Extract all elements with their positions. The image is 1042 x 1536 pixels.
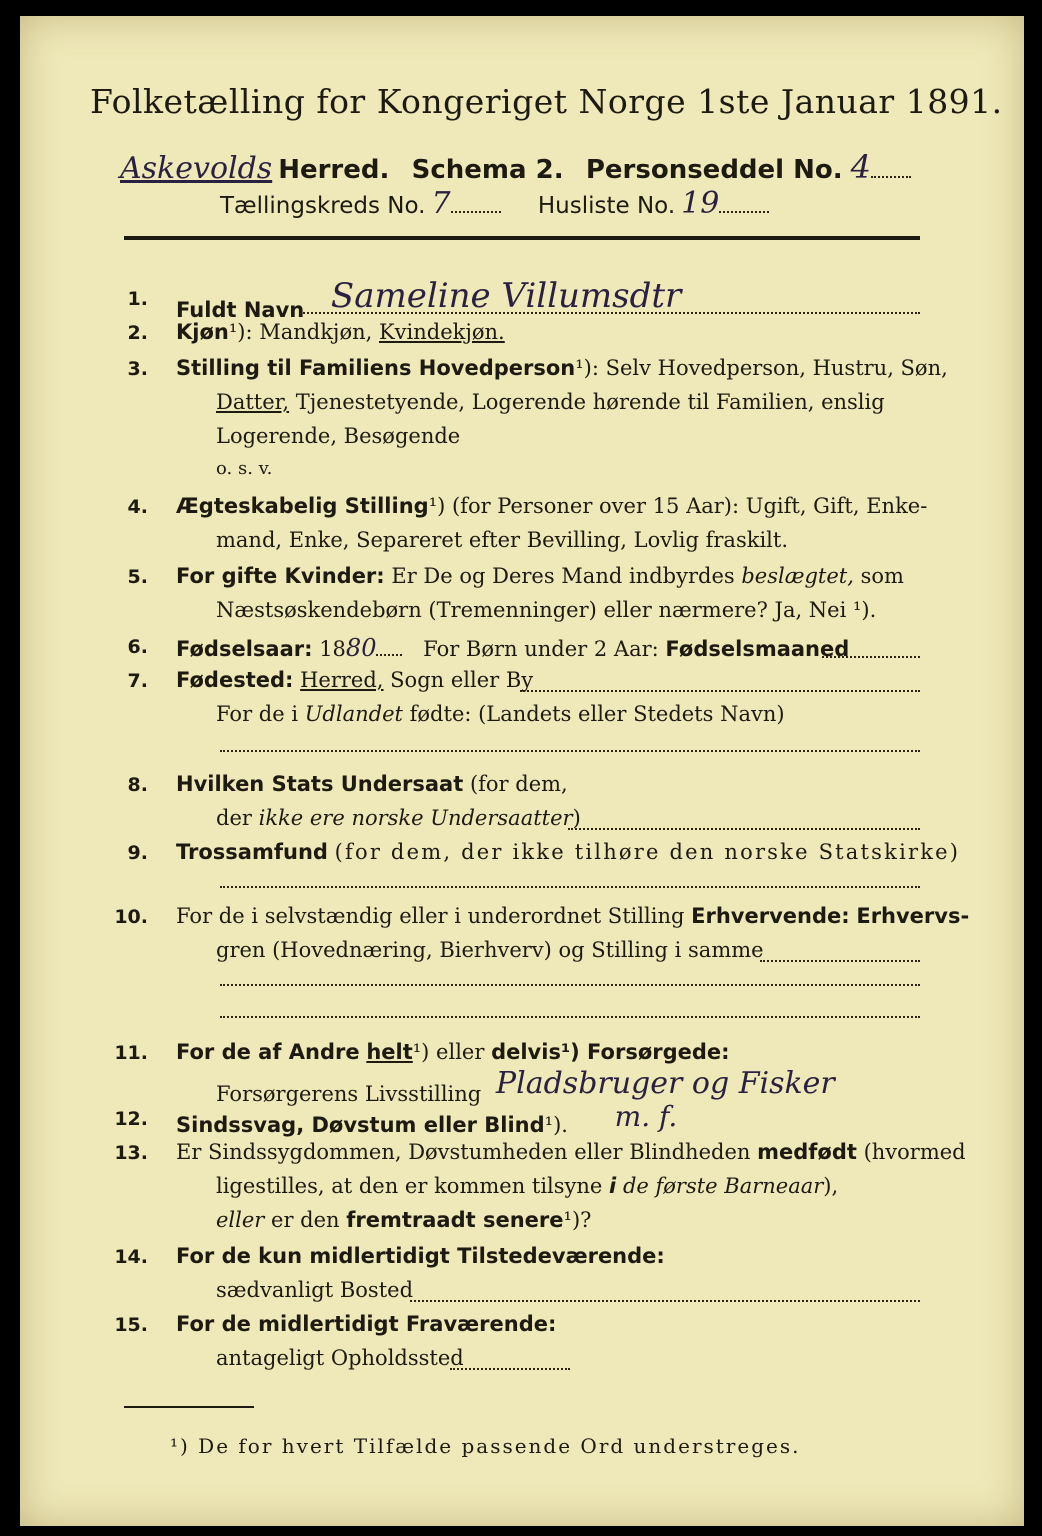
q8-text2-italic: ikke ere norske Undersaatter xyxy=(258,806,573,830)
q11-mid: ¹) eller xyxy=(412,1040,485,1064)
q4-row xyxy=(176,494,927,518)
q1-label: Fuldt Navn xyxy=(176,298,305,322)
schema-label: Schema 2. xyxy=(411,155,564,185)
q11-answer: Pladsbruger og Fisker xyxy=(495,1066,835,1101)
q10-text2: gren (Hovednæring, Bierhverv) og Stilling i samme xyxy=(216,938,764,962)
q3-number: 3. xyxy=(127,358,148,380)
q3-text3: Logerende, Besøgende xyxy=(216,424,461,448)
kreds-no: 7 xyxy=(431,186,451,221)
personseddel-label: Personseddel No. xyxy=(585,155,843,185)
q15-label: For de midlertidigt Fraværende: xyxy=(176,1312,557,1336)
herred-label: Herred. xyxy=(278,155,390,185)
q11-label: For de af Andre xyxy=(176,1040,360,1064)
q12-number: 12. xyxy=(114,1108,148,1130)
q10-text: For de i selvstændig eller i underordnet Stilling xyxy=(176,904,685,928)
q13-text3-end: ¹)? xyxy=(563,1208,592,1232)
q6-number: 6. xyxy=(127,636,148,658)
q10-number: 10. xyxy=(114,906,148,928)
q15-row xyxy=(176,1312,556,1336)
q5-number: 5. xyxy=(127,566,148,588)
q6-label2: Fødselsmaaned xyxy=(665,637,850,661)
q14-label: For de kun midlertidigt Tilstedeværende: xyxy=(176,1244,665,1268)
q13-row xyxy=(176,1140,966,1164)
q5-label: For gifte Kvinder: xyxy=(176,564,385,588)
q4-text1: ¹) (for Personer over 15 Aar): Ugift, Gift, Enke- xyxy=(428,494,928,518)
q13-text1: Er Sindssygdommen, Døvstumheden eller Blindheden xyxy=(176,1140,751,1164)
q14-number: 14. xyxy=(114,1246,148,1268)
q2-selected: Kvindekjøn. xyxy=(378,320,505,344)
q2-number: 2. xyxy=(127,322,148,344)
q13-text3: er den xyxy=(271,1208,340,1232)
q6-text: For Børn under 2 Aar: xyxy=(423,637,659,661)
q7-number: 7. xyxy=(127,670,148,692)
husliste-label: Husliste No. xyxy=(537,193,676,219)
header-rule xyxy=(124,236,920,240)
footnote-rule xyxy=(124,1406,254,1408)
q14-text2: sædvanligt Bosted xyxy=(216,1278,414,1302)
q13-text2-it1: i xyxy=(609,1174,617,1198)
q7-label: Fødested: xyxy=(176,668,294,692)
q13-text2-it2: de første Barneaar xyxy=(622,1174,824,1198)
q11-end: ¹) Forsørgede: xyxy=(560,1040,730,1064)
personseddel-no: 4 xyxy=(850,148,871,186)
q5-text2: Næstsøskendebørn (Tremenninger) eller nærmere? Ja, Nei ¹). xyxy=(216,598,877,622)
header-kreds-line xyxy=(220,186,769,221)
q8-text2a: der xyxy=(216,806,252,830)
q13-text2-end: ), xyxy=(823,1174,839,1198)
q3-text4: o. s. v. xyxy=(216,458,273,479)
q13-number: 13. xyxy=(114,1142,148,1164)
q6-label: Fødselsaar: xyxy=(176,637,313,661)
kreds-label: Tællingskreds No. xyxy=(220,193,426,219)
q3-text2: Tjenestetyende, Logerende hørende til Familien, enslig xyxy=(295,390,885,414)
q7-row xyxy=(176,668,533,692)
q4-text2: mand, Enke, Separeret efter Bevilling, Lovlig fraskilt. xyxy=(216,528,789,552)
q14-row xyxy=(176,1244,665,1268)
q7-text2b: fødte: (Landets eller Stedets Navn) xyxy=(409,702,785,726)
q2-row xyxy=(176,320,505,344)
q3-text1: ¹): Selv Hovedperson, Hustru, Søn, xyxy=(575,356,948,380)
q6-row xyxy=(176,634,849,662)
q11-row xyxy=(176,1040,730,1064)
q13-row2 xyxy=(216,1174,838,1198)
q15-number: 15. xyxy=(114,1314,148,1336)
header-herred-line xyxy=(120,148,911,186)
q9-text: (for dem, der ikke tilhøre den norske Statskirke) xyxy=(334,840,961,864)
q11-sel1: helt xyxy=(366,1040,413,1064)
q12-answer: m. f. xyxy=(614,1100,678,1133)
q3-selected: Datter, xyxy=(216,390,290,414)
q8-text2b: ) xyxy=(572,806,581,830)
q11-text2: Forsørgerens Livsstilling xyxy=(216,1082,482,1106)
q10-label: Erhvervende: xyxy=(691,904,850,928)
q13-text1-end: (hvormed xyxy=(863,1140,966,1164)
q5-row xyxy=(176,564,904,588)
q3-row2 xyxy=(216,390,885,414)
q8-number: 8. xyxy=(127,774,148,796)
q7-row2 xyxy=(216,702,785,726)
q11-sel2: delvis xyxy=(491,1040,561,1064)
q13-row3 xyxy=(216,1208,591,1232)
q9-label: Trossamfund xyxy=(176,840,328,864)
q7-text2-italic: Udlandet xyxy=(304,702,403,726)
q11-number: 11. xyxy=(114,1042,148,1064)
q5-text1-italic: beslægtet, xyxy=(741,564,854,588)
q13-text2: ligestilles, at den er kommen tilsyne xyxy=(216,1174,603,1198)
q13-text3-italic: eller xyxy=(216,1208,265,1232)
q13-label: medfødt xyxy=(757,1140,857,1164)
q3-row xyxy=(176,356,948,380)
q10-label2: Erhvervs- xyxy=(856,904,970,928)
herred-name: Askevolds xyxy=(120,151,273,186)
q10-row xyxy=(176,904,969,928)
q1-answer-name: Sameline Villumsdtr xyxy=(330,276,682,316)
q8-row2 xyxy=(216,806,581,830)
q6-year-prefix: 18 xyxy=(319,637,346,661)
q4-number: 4. xyxy=(127,496,148,518)
q8-text: (for dem, xyxy=(469,772,568,796)
q9-row xyxy=(176,840,960,864)
q12-label: Sindssvag, Døvstum eller Blind xyxy=(176,1113,545,1137)
q11-row2 xyxy=(216,1066,835,1109)
q5-text1: Er De og Deres Mand indbyrdes xyxy=(391,564,735,588)
census-form-page xyxy=(20,16,1024,1526)
q2-text: ¹): Mandkjøn, xyxy=(228,320,373,344)
q12-row xyxy=(176,1100,678,1139)
q4-label: Ægteskabelig Stilling xyxy=(176,494,429,518)
q8-label: Hvilken Stats Undersaat xyxy=(176,772,464,796)
form-title: Folketælling for Kongeriget Norge 1ste Januar 1891. xyxy=(90,82,1003,121)
q7-selected: Herred, xyxy=(300,668,384,692)
q9-number: 9. xyxy=(127,842,148,864)
husliste-no: 19 xyxy=(681,186,720,221)
q7-text: Sogn eller By xyxy=(390,668,534,692)
q6-year-hand: 80 xyxy=(345,634,377,662)
q2-label: Kjøn xyxy=(176,320,229,344)
q5-text1-end: som xyxy=(860,564,904,588)
q13-label3: fremtraadt senere xyxy=(346,1208,564,1232)
footnote: ¹) De for hvert Tilfælde passende Ord understreges. xyxy=(170,1434,801,1458)
q8-row xyxy=(176,772,568,796)
q7-text2a: For de i xyxy=(216,702,299,726)
q15-text2: antageligt Opholdssted xyxy=(216,1346,464,1370)
q1-number: 1. xyxy=(127,288,148,310)
q3-label: Stilling til Familiens Hovedperson xyxy=(176,356,576,380)
q12-text: ¹). xyxy=(544,1113,568,1137)
